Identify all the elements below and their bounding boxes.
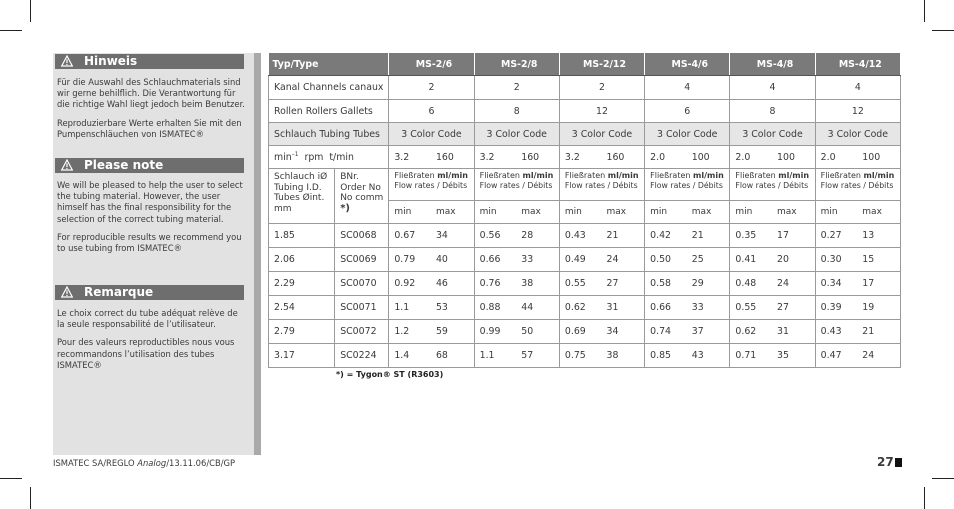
min-header: min	[645, 201, 687, 224]
crop-mark	[924, 487, 925, 509]
flow-max-value: 27	[772, 296, 815, 320]
rpm-row	[269, 146, 901, 169]
flow-rate-header	[389, 169, 474, 201]
rpm-min-value: 2.0	[815, 146, 857, 169]
flow-rate-header	[730, 169, 815, 201]
tubing-row	[269, 123, 901, 146]
flow-max-value: 13	[857, 224, 900, 248]
note-header	[55, 285, 244, 300]
crop-mark	[932, 30, 954, 31]
flow-min-value: 1.1	[389, 296, 431, 320]
flow-rate-unit: ml/min	[693, 171, 724, 180]
rpm-min-value: 3.2	[559, 146, 601, 169]
flow-min-value: 0.69	[559, 320, 601, 344]
tubing-value: 3 Color Code	[559, 123, 644, 146]
channels-value: 4	[815, 76, 900, 100]
channels-value: 2	[389, 76, 474, 100]
flow-min-value: 0.50	[645, 248, 687, 272]
model-header: MS-4/8	[730, 53, 815, 76]
channels-value: 4	[645, 76, 730, 100]
rpm-max-value: 100	[772, 146, 815, 169]
rpm-max-value: 100	[687, 146, 730, 169]
flow-max-value: 25	[687, 248, 730, 272]
warning-icon	[61, 55, 73, 67]
table-row	[269, 272, 901, 296]
flow-min-value: 0.39	[815, 296, 857, 320]
tubing-value: 3 Color Code	[474, 123, 559, 146]
order-number-value: SC0224	[335, 344, 389, 368]
flow-rate-unit: ml/min	[437, 171, 468, 180]
flow-max-value: 35	[772, 344, 815, 368]
flow-max-value: 53	[431, 296, 474, 320]
model-header: MS-2/8	[474, 53, 559, 76]
flow-rate-header	[474, 169, 559, 201]
order-number-value: SC0068	[335, 224, 389, 248]
flow-max-value: 38	[516, 272, 559, 296]
tube-id-value: 1.85	[269, 224, 335, 248]
rpm-unit: min	[274, 152, 292, 164]
tube-id-value: 2.06	[269, 248, 335, 272]
flow-rate-header	[559, 169, 644, 201]
flow-min-value: 0.74	[645, 320, 687, 344]
flow-rate-header	[645, 169, 730, 201]
flow-min-value: 0.48	[730, 272, 772, 296]
flow-min-value: 0.42	[645, 224, 687, 248]
order-label-line: BNr.	[340, 172, 359, 182]
crop-mark	[30, 0, 31, 22]
table-row	[269, 248, 901, 272]
min-header: min	[815, 201, 857, 224]
flow-min-value: 0.35	[730, 224, 772, 248]
flow-max-value: 24	[857, 344, 900, 368]
rpm-max-value: 160	[516, 146, 559, 169]
flow-rate-title: Fließraten	[820, 171, 864, 180]
flow-rate-title: Fließraten	[479, 171, 523, 180]
rollers-value: 6	[389, 100, 474, 123]
flow-max-value: 46	[431, 272, 474, 296]
flow-min-value: 0.43	[815, 320, 857, 344]
tube-id-label-line: Schlauch iØ	[274, 172, 328, 182]
table-row	[269, 224, 901, 248]
tube-id-label-line: mm	[274, 203, 292, 214]
crop-mark	[0, 30, 22, 31]
note-title: Hinweis	[84, 54, 138, 68]
flow-max-value: 31	[772, 320, 815, 344]
crop-mark	[30, 487, 31, 509]
channels-value: 2	[559, 76, 644, 100]
flow-max-value: 57	[516, 344, 559, 368]
table-row	[269, 296, 901, 320]
type-header: Typ/Type	[269, 53, 389, 76]
flow-min-value: 0.66	[474, 248, 516, 272]
note-title: Please note	[84, 158, 164, 172]
note-paragraph: For reproducible results we recommend you to use tubing from ISMATEC®	[57, 231, 242, 254]
flow-min-value: 0.55	[730, 296, 772, 320]
flow-max-value: 21	[687, 224, 730, 248]
flow-rate-subtitle: Flow rates / Débits	[820, 181, 894, 190]
flow-rate-title: Fließraten	[394, 171, 438, 180]
order-number-value: SC0071	[335, 296, 389, 320]
flow-max-value: 15	[857, 248, 900, 272]
flow-header-row	[269, 169, 901, 201]
tube-id-label-line: Tubes Øint.	[274, 193, 325, 203]
flow-max-value: 20	[772, 248, 815, 272]
rollers-value: 8	[474, 100, 559, 123]
max-header: max	[772, 201, 815, 224]
flow-min-value: 1.1	[474, 344, 516, 368]
note-text	[57, 180, 245, 261]
flow-min-value: 0.34	[815, 272, 857, 296]
flow-max-value: 21	[602, 224, 645, 248]
rollers-value: 12	[559, 100, 644, 123]
flow-rate-subtitle: Flow rates / Débits	[564, 181, 638, 190]
rollers-value: 6	[645, 100, 730, 123]
flow-max-value: 43	[687, 344, 730, 368]
flow-max-value: 33	[516, 248, 559, 272]
rpm-max-value: 100	[857, 146, 900, 169]
rollers-value: 8	[730, 100, 815, 123]
flow-min-value: 0.67	[389, 224, 431, 248]
tube-id-value: 2.54	[269, 296, 335, 320]
rollers-label: Rollen Rollers Gallets	[269, 100, 389, 123]
flow-max-value: 59	[431, 320, 474, 344]
note-paragraph: Le choix correct du tube adéquat relève de la seule responsabilité de l’utilisateur.	[57, 308, 238, 330]
flow-max-value: 17	[857, 272, 900, 296]
flow-rate-unit: ml/min	[863, 171, 895, 180]
flow-max-value: 21	[857, 320, 900, 344]
flow-min-value: 0.56	[474, 224, 516, 248]
tube-id-value: 2.79	[269, 320, 335, 344]
channels-row	[269, 76, 901, 100]
note-title: Remarque	[84, 285, 154, 299]
channels-value: 4	[730, 76, 815, 100]
flow-rate-subtitle: Flow rates / Débits	[650, 181, 723, 190]
rpm-min-value: 3.2	[389, 146, 431, 169]
max-header: max	[602, 201, 645, 224]
flow-max-value: 31	[602, 296, 645, 320]
tubing-value: 3 Color Code	[815, 123, 900, 146]
flow-min-value: 0.66	[645, 296, 687, 320]
table-row	[269, 344, 901, 368]
tube-id-value: 2.29	[269, 272, 335, 296]
flow-max-value: 34	[431, 224, 474, 248]
flow-min-value: 1.4	[389, 344, 431, 368]
flow-rate-header	[815, 169, 900, 201]
flow-max-value: 40	[431, 248, 474, 272]
flow-rate-subtitle: Flow rates / Débits	[479, 181, 553, 190]
rpm-max-value: 160	[602, 146, 645, 169]
warning-icon	[61, 286, 73, 298]
flow-min-value: 0.43	[559, 224, 601, 248]
flow-min-value: 0.79	[389, 248, 431, 272]
crop-mark	[0, 478, 22, 479]
tubing-value: 3 Color Code	[645, 123, 730, 146]
flow-min-value: 0.88	[474, 296, 516, 320]
flow-rate-unit: ml/min	[778, 171, 810, 180]
flow-max-value: 38	[602, 344, 645, 368]
order-label-line: No comm	[340, 193, 384, 203]
flow-rate-title: Fließraten	[564, 171, 608, 180]
flow-rate-unit: ml/min	[522, 171, 554, 180]
flow-max-value: 24	[602, 248, 645, 272]
note-header	[55, 54, 244, 69]
min-header: min	[389, 201, 431, 224]
model-header: MS-2/6	[389, 53, 474, 76]
note-header	[55, 158, 244, 173]
flow-max-value: 19	[857, 296, 900, 320]
flow-max-value: 33	[687, 296, 730, 320]
tubing-value: 3 Color Code	[730, 123, 815, 146]
flow-max-value: 68	[431, 344, 474, 368]
flow-min-value: 0.30	[815, 248, 857, 272]
flow-rate-subtitle: Flow rates / Débits	[735, 181, 809, 190]
order-number-value: SC0070	[335, 272, 389, 296]
warning-icon	[61, 159, 73, 171]
rpm-min-value: 2.0	[645, 146, 687, 169]
footer-code-part: ISMATEC SA/REGLO	[53, 458, 138, 468]
sidebar-divider	[254, 53, 261, 455]
footer-code-part: /13.11.06/CB/GP	[166, 458, 236, 468]
max-header: max	[687, 201, 730, 224]
rpm-label	[269, 146, 389, 169]
flow-max-value: 29	[687, 272, 730, 296]
min-header: min	[730, 201, 772, 224]
flow-max-value: 24	[772, 272, 815, 296]
flow-max-value: 17	[772, 224, 815, 248]
flow-min-value: 0.27	[815, 224, 857, 248]
rollers-value: 12	[815, 100, 900, 123]
page-number: 27	[877, 455, 894, 469]
note-paragraph: Reproduzierbare Werte erhalten Sie mit den Pumpenschläuchen von ISMATEC®	[57, 117, 242, 139]
min-header: min	[474, 201, 516, 224]
rpm-min-value: 2.0	[730, 146, 772, 169]
max-header: max	[516, 201, 559, 224]
flow-min-value: 0.99	[474, 320, 516, 344]
flow-min-value: 0.62	[730, 320, 772, 344]
rollers-row	[269, 100, 901, 123]
flow-min-value: 1.2	[389, 320, 431, 344]
crop-mark	[932, 478, 954, 479]
flow-min-value: 0.47	[815, 344, 857, 368]
order-number-value: SC0069	[335, 248, 389, 272]
flow-min-value: 0.85	[645, 344, 687, 368]
rpm-exponent: –1	[291, 150, 299, 158]
flow-min-value: 0.49	[559, 248, 601, 272]
rpm-max-value: 160	[431, 146, 474, 169]
max-header: max	[857, 201, 900, 224]
model-header: MS-4/12	[815, 53, 900, 76]
pump-spec-table	[268, 53, 901, 368]
model-header: MS-4/6	[645, 53, 730, 76]
flow-min-value: 0.92	[389, 272, 431, 296]
flow-rate-title: Fließraten	[735, 171, 779, 180]
min-header: min	[559, 201, 601, 224]
table-header-row	[269, 53, 901, 76]
footer-code-italic: Analog	[137, 458, 167, 468]
tubing-label: Schlauch Tubing Tubes	[269, 123, 389, 146]
order-label-line: Order No	[340, 182, 381, 193]
flow-min-value: 0.76	[474, 272, 516, 296]
flow-max-value: 50	[516, 320, 559, 344]
footnote: *) = Tygon® ST (R3603)	[336, 370, 444, 379]
note-paragraph: Pour des valeurs reproductibles nous vous recommandons l’utilisation des tubes ISMATEC®	[57, 337, 235, 370]
tygon-footnote-mark: *)	[340, 202, 350, 214]
max-header: max	[431, 201, 474, 224]
tubing-value: 3 Color Code	[389, 123, 474, 146]
tube-id-label	[269, 169, 335, 224]
note-paragraph: Für die Auswahl des Schlauchmaterials sind wir gerne behilflich. Die Verantwortung für die richtige Wahl liegt jedoch beim Benutzer.	[57, 77, 245, 110]
flow-min-value: 0.62	[559, 296, 601, 320]
page-marker	[895, 458, 902, 467]
note-paragraph: We will be pleased to help the user to select the tubing material. However, the user himself has the final responsibility for the selection of the correct tubing material.	[57, 180, 243, 224]
channels-label: Kanal Channels canaux	[269, 76, 389, 100]
crop-mark	[924, 0, 925, 22]
flow-max-value: 37	[687, 320, 730, 344]
channels-value: 2	[474, 76, 559, 100]
note-text	[57, 308, 245, 378]
rpm-min-value: 3.2	[474, 146, 516, 169]
flow-rate-unit: ml/min	[607, 171, 639, 180]
flow-max-value: 27	[602, 272, 645, 296]
flow-max-value: 34	[602, 320, 645, 344]
flow-min-value: 0.58	[645, 272, 687, 296]
table-row	[269, 320, 901, 344]
rpm-units-text: rpm t/min	[298, 152, 354, 164]
order-number-value: SC0072	[335, 320, 389, 344]
flow-min-value: 0.75	[559, 344, 601, 368]
tube-id-label-line: Tubing I.D.	[274, 182, 322, 193]
flow-max-value: 28	[516, 224, 559, 248]
flow-max-value: 44	[516, 296, 559, 320]
model-header: MS-2/12	[559, 53, 644, 76]
flow-min-value: 0.71	[730, 344, 772, 368]
flow-min-value: 0.41	[730, 248, 772, 272]
flow-rate-subtitle: Flow rates / Débits	[394, 181, 468, 190]
footer-document-code	[53, 458, 235, 468]
flow-rate-title: Fließraten	[650, 171, 693, 180]
order-number-label	[335, 169, 389, 224]
note-text	[57, 77, 245, 147]
tube-id-value: 3.17	[269, 344, 335, 368]
flow-min-value: 0.55	[559, 272, 601, 296]
